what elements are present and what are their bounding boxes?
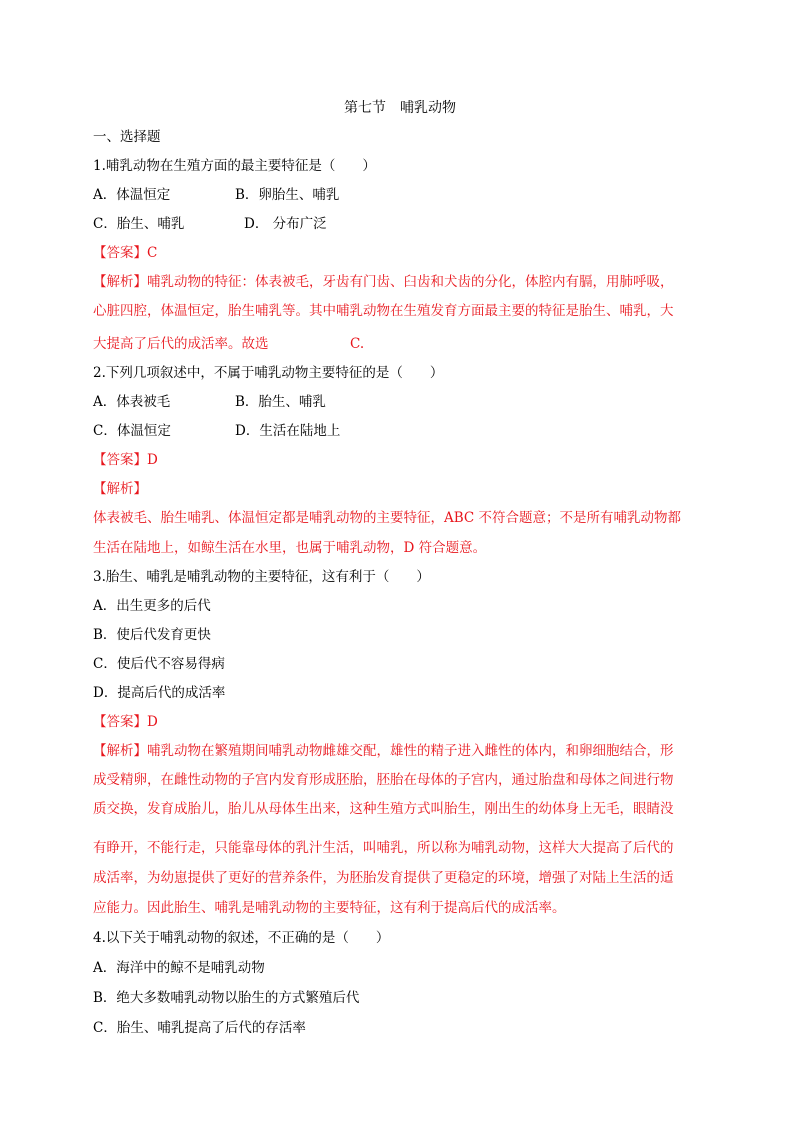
- question-3-analysis-line: 应能力。因此胎生、哺乳是哺乳动物的主要特征，这有利于提高后代的成活率。: [93, 900, 566, 916]
- question-4-stem: 4.以下关于哺乳动物的叙述，不正确的是（ ）: [93, 930, 390, 946]
- section-heading: 一、选择题: [93, 129, 161, 145]
- question-2-options-row-1: [93, 392, 713, 412]
- question-4-option-b: B．绝大多数哺乳动物以胎生的方式繁殖后代: [93, 990, 360, 1006]
- question-2-option-a: A．体表被毛: [93, 394, 171, 410]
- question-3-analysis-line: 有睁开，不能行走，只能靠母体的乳汁生活，叫哺乳，所以称为哺乳动物，这样大大提高了后代的: [93, 840, 674, 856]
- page-title: 第七节 哺乳动物: [344, 100, 456, 116]
- question-4-option-a: A．海洋中的鲸不是哺乳动物: [93, 960, 265, 976]
- question-1-options-row-2: [93, 214, 713, 234]
- question-1-analysis-line: 【解析】哺乳动物的特征：体表被毛，牙齿有门齿、臼齿和犬齿的分化，体腔内有膈，用肺呼吸，: [93, 274, 674, 290]
- question-1-stem: 1.哺乳动物在生殖方面的最主要特征是（ ）: [93, 158, 376, 174]
- question-1-analysis-line: 心脏四腔，体温恒定，胎生哺乳等。其中哺乳动物在生殖发育方面最主要的特征是胎生、哺乳，大: [93, 303, 674, 319]
- question-1-option-a: A．体温恒定: [93, 187, 171, 203]
- question-3-stem: 3.胎生、哺乳是哺乳动物的主要特征，这有利于（ ）: [93, 569, 430, 585]
- question-3-analysis-line: 成受精卵，在雌性动物的子宫内发育形成胚胎，胚胎在母体的子宫内，通过胎盘和母体之间进行物: [93, 772, 674, 788]
- question-4-option-c: C．胎生、哺乳提高了后代的存活率: [93, 1020, 306, 1036]
- question-3-option-b: B．使后代发育更快: [93, 627, 211, 643]
- question-2-analysis-line: 生活在陆地上，如鲸生活在水里，也属于哺乳动物，D 符合题意。: [93, 540, 487, 556]
- question-3-analysis-line: 成活率，为幼崽提供了更好的营养条件，为胚胎发育提供了更稳定的环境，增强了对陆上生活的适: [93, 870, 674, 886]
- question-3-option-c: C．使后代不容易得病: [93, 656, 225, 672]
- question-2-options-row-2: [93, 421, 713, 441]
- question-3-option-a: A．出生更多的后代: [93, 598, 211, 614]
- question-2-stem: 2.下列几项叙述中，不属于哺乳动物主要特征的是（ ）: [93, 365, 444, 381]
- question-2-analysis-line: 体表被毛、胎生哺乳、体温恒定都是哺乳动物的主要特征，ABC 不符合题意；不是所有哺乳动物都: [93, 510, 682, 526]
- question-1-option-d: D． 分布广泛: [244, 216, 327, 232]
- question-3-analysis-line: 质交换，发育成胎儿，胎儿从母体生出来，这种生殖方式叫胎生，刚出生的幼体身上无毛，眼睛没: [93, 801, 674, 817]
- question-3-answer: 【答案】D: [93, 714, 158, 730]
- question-2-option-c: C．体温恒定: [93, 423, 171, 439]
- question-2-option-b: B．胎生、哺乳: [235, 394, 326, 410]
- question-3-analysis-line: 【解析】哺乳动物在繁殖期间哺乳动物雌雄交配，雄性的精子进入雌性的体内，和卵细胞结合，形: [93, 743, 674, 759]
- question-1-analysis-choice: C.: [350, 336, 365, 352]
- question-1-option-b: B．卵胎生、哺乳: [235, 187, 340, 203]
- question-1-analysis-text: 大提高了后代的成活率。故选: [93, 336, 269, 352]
- question-1-option-c: C．胎生、哺乳: [93, 216, 185, 232]
- question-2-analysis-label: 【解析】: [93, 481, 147, 497]
- question-1-analysis-line: [93, 334, 713, 354]
- question-1-answer: 【答案】C: [93, 245, 158, 261]
- question-3-option-d: D．提高后代的成活率: [93, 685, 226, 701]
- question-2-answer: 【答案】D: [93, 452, 158, 468]
- question-2-option-d: D．生活在陆地上: [235, 423, 341, 439]
- question-1-options-row-1: [93, 185, 713, 205]
